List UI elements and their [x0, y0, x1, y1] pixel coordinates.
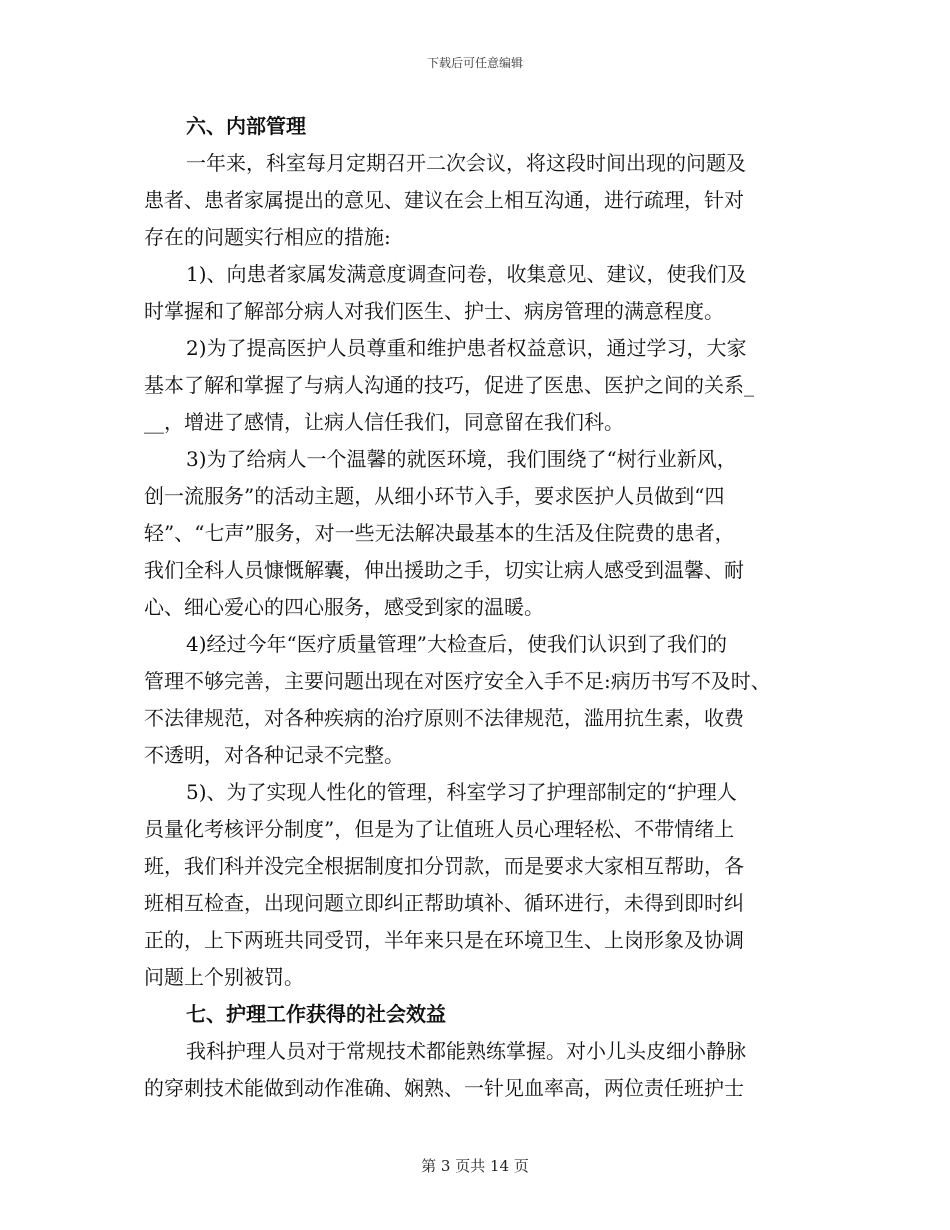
paragraph-line: 不法律规范，对各种疾病的治疗原则不法律规范，滥用抗生素，收费 [144, 706, 744, 730]
paragraph-line: 班相互检查，出现问题立即纠正帮助填补、循环进行，未得到即时纠 [144, 891, 744, 915]
list-item-4: 4)经过今年“医疗质量管理”大检查后，使我们认识到了我们的 [186, 632, 727, 656]
list-item-2: 2)为了提高医护人员尊重和维护患者权益意识，通过学习，大家 [186, 336, 747, 360]
paragraph-line: 我们全科人员慷慨解囊，伸出援助之手，切实让病人感受到温馨、耐 [144, 558, 744, 582]
paragraph-line: 管理不够完善，主要问题出现在对医疗安全入手不足:病历书写不及时、 [144, 669, 771, 693]
paragraph-line: 员量化考核评分制度”，但是为了让值班人员心理轻松、不带情绪上 [144, 817, 735, 841]
paragraph-line: 创一流服务”的活动主题，从细小环节入手，要求医护人员做到“四 [144, 484, 725, 508]
paragraph-line: 问题上个别被罚。 [144, 965, 304, 989]
paragraph-line: 患者、患者家属提出的意见、建议在会上相互沟通，进行疏理，针对 [144, 188, 744, 212]
paragraph-line: __，增进了感情，让病人信任我们，同意留在我们科。 [144, 410, 624, 434]
section-heading-internal-management: 六、内部管理 [186, 114, 306, 138]
page-number: 第 3 页共 14 页 [421, 1157, 529, 1175]
document-body [144, 108, 808, 1107]
paragraph-line: 一年来，科室每月定期召开二次会议，将这段时间出现的问题及 [186, 151, 746, 175]
list-item-5: 5)、为了实现人性化的管理，科室学习了护理部制定的“护理人 [186, 780, 737, 804]
paragraph-line: 基本了解和掌握了与病人沟通的技巧，促进了医患、医护之间的关系_ [144, 373, 754, 397]
page-header: 下载后可任意编辑 [426, 56, 523, 70]
paragraph-line: 存在的问题实行相应的措施: [144, 225, 391, 249]
paragraph-line: 正的，上下两班共同受罚，半年来只是在环境卫生、上岗形象及协调 [144, 928, 744, 952]
paragraph-line: 我科护理人员对于常规技术都能熟练掌握。对小儿头皮细小静脉 [186, 1039, 746, 1063]
paragraph-line: 班，我们科并没完全根据制度扣分罚款，而是要求大家相互帮助，各 [144, 854, 744, 878]
paragraph-line: 的穿刺技术能做到动作准确、娴熟、一针见血率高，两位责任班护士 [144, 1076, 744, 1100]
paragraph-line: 不透明，对各种记录不完整。 [144, 743, 404, 767]
paragraph-line: 轻”、“七声”服务，对一些无法解决最基本的生活及住院费的患者， [144, 521, 735, 545]
paragraph-line: 心、细心爱心的四心服务，感受到家的温暖。 [144, 595, 544, 619]
section-heading-social-benefits: 七、护理工作获得的社会效益 [186, 1002, 446, 1026]
list-item-1: 1)、向患者家属发满意度调查问卷，收集意见、建议，使我们及 [186, 262, 747, 286]
paragraph-line: 时掌握和了解部分病人对我们医生、护士、病房管理的满意程度。 [144, 299, 724, 323]
list-item-3: 3)为了给病人一个温馨的就医环境，我们围绕了“树行业新风， [186, 447, 737, 471]
